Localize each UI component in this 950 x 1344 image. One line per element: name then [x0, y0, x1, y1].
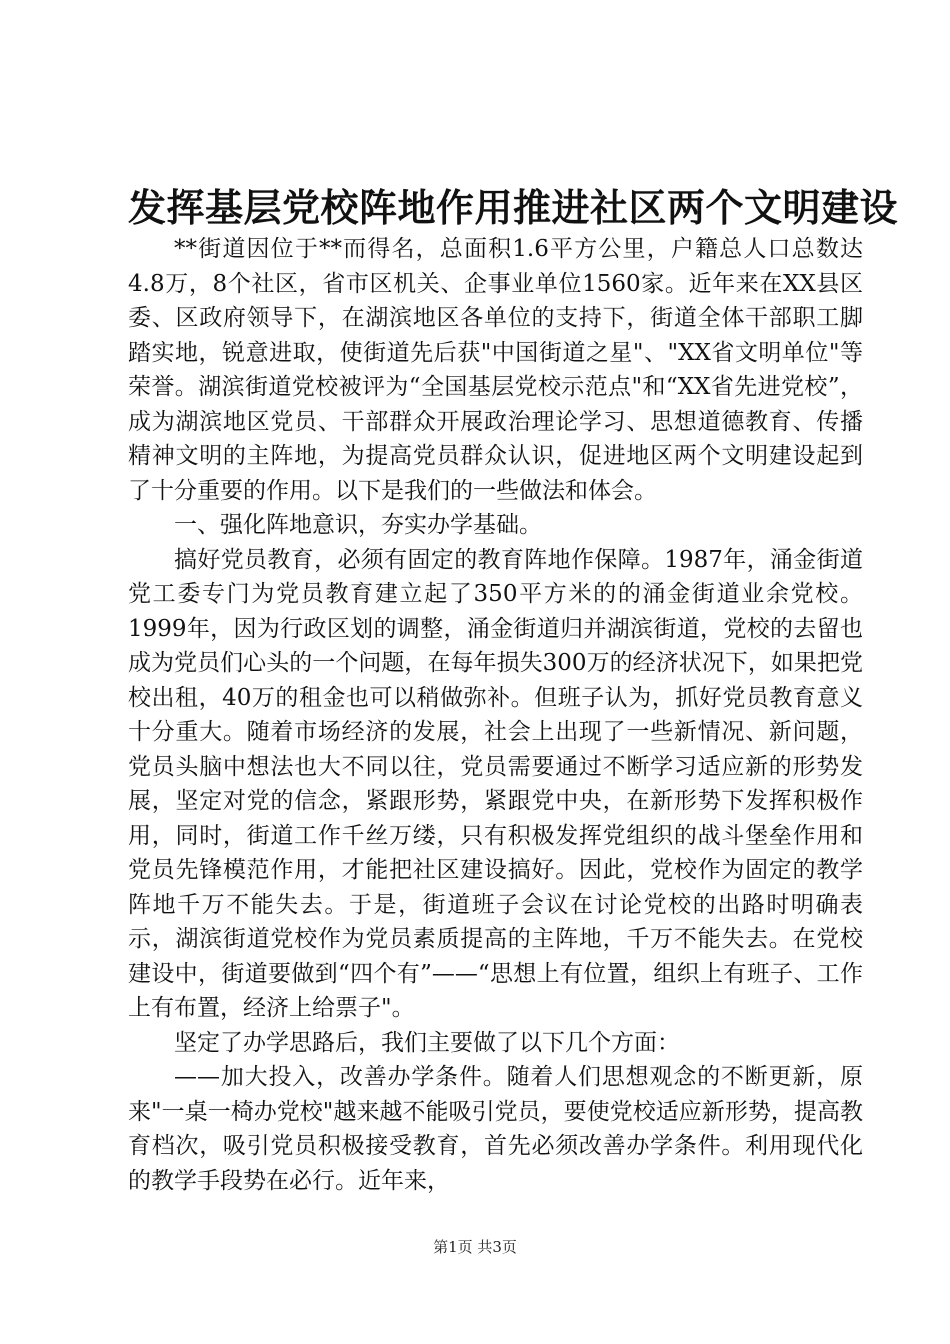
paragraph-intro: **街道因位于**而得名，总面积1.6平方公里，户籍总人口总数达4.8万，8个社区，省市区机关、企事业单位1560家。近年来在XX县区委、区政府领导下，在湖滨地区各单位的支持下，街道全体干部职工脚踏实地，锐意进取，使街道先后获"中国街道之星"、"XX省文明单位"等荣誉。湖滨街道党校被评为“全国基层党校示范点"和“XX省先进党校”，成为湖滨地区党员、干部群众开展政治理论学习、思想道德教育、传播精神文明的主阵地，为提高党员群众认识，促进地区两个文明建设起到了十分重要的作用。以下是我们的一些做法和体会。 — [128, 236, 863, 504]
document-body — [128, 232, 863, 1198]
document-title: 发挥基层党校阵地作用推进社区两个文明建设 — [128, 185, 899, 230]
paragraph-investment: ——加大投入，改善办学条件。随着人们思想观念的不断更新，原来"一桌一椅办党校"越来越不能吸引党员，要使党校适应新形势，提高教育档次，吸引党员积极接受教育，首先必须改善办学条件。利用现代化的教学手段势在必行。近年来， — [128, 1064, 863, 1194]
section-heading-1: 一、强化阵地意识，夯实办学基础。 — [174, 512, 542, 538]
paragraph-approach: 坚定了办学思路后，我们主要做了以下几个方面： — [174, 1029, 680, 1056]
page-number-footer: 第1页 共3页 — [433, 1238, 517, 1256]
paragraph-party-school: 搞好党员教育，必须有固定的教育阵地作保障。1987年，涌金街道党工委专门为党员教育建立起了350平方米的的涌金街道业余党校。1999年，因为行政区划的调整，涌金街道归并湖滨街道，党校的去留也成为党员们心头的一个问题，在每年损失300万的经济状况下，如果把党校出租，40万的租金也可以稍做弥补。但班子认为，抓好党员教育意义十分重大。随着市场经济的发展，社会上出现了一些新情况、新问题，党员头脑中想法也大不同以往，党员需要通过不断学习适应新的形势发展，坚定对党的信念，紧跟形势，紧跟党中央，在新形势下发挥积极作用，同时，街道工作千丝万缕，只有积极发挥党组织的战斗堡垒作用和党员先锋模范作用，才能把社区建设搞好。因此，党校作为固定的教学阵地千万不能失去。于是，街道班子会议在讨论党校的出路时明确表示，湖滨街道党校作为党员素质提高的主阵地，千万不能失去。在党校建设中，街道要做到“四个有”——“思想上有位置，组织上有班子、工作上有布置，经济上给票子"。 — [128, 546, 863, 1021]
